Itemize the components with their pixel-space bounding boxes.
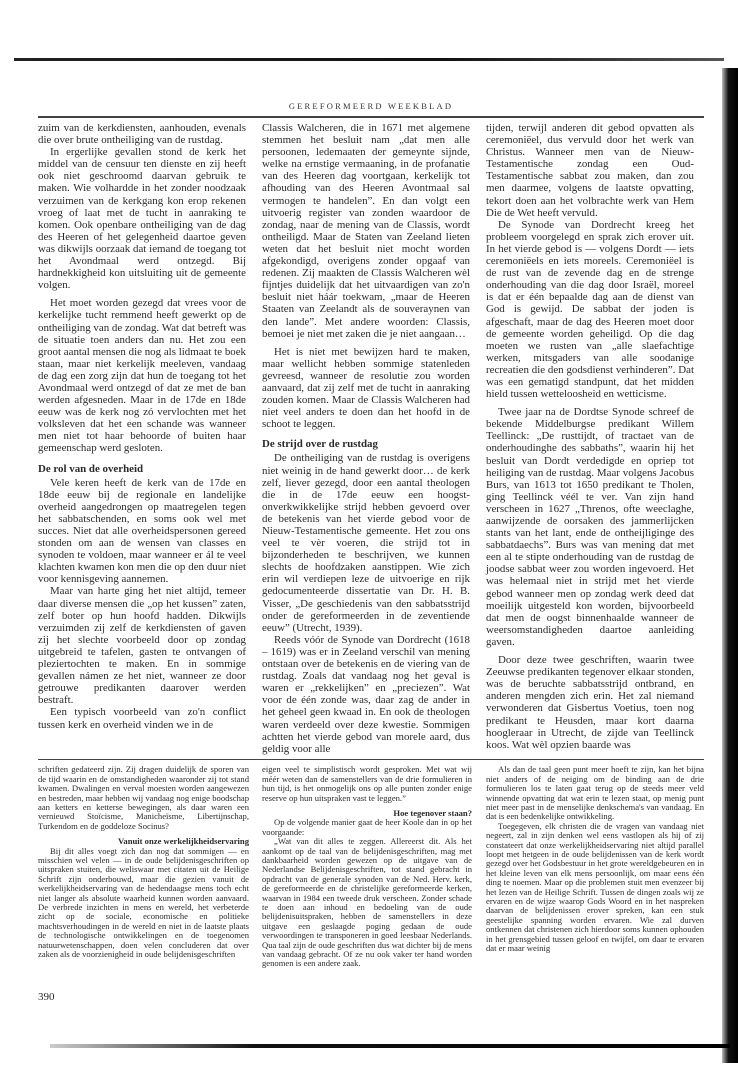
bottom-column-2 xyxy=(262,765,472,969)
header-rule xyxy=(38,116,704,118)
top-column-1 xyxy=(38,122,246,731)
paragraph: Toegegeven, elk christen die de vragen van vandaag niet negeert, zal in zijn denken wel eens vastlopen als hij of zij constateert dat onze werkelijkheidservaring niet altijd parallel loopt met hetgeen in de oude belijdenissen van de kerk wordt gezegd over het Godsbestuur in het grote wereldgebeuren en in het kleine leven van elk mens persoonlijk, om maar eens één ding te noemen. Maar op die problemen stuit men evenzeer bij het lezen van de Heilige Schrift. Tussen de dingen zoals wij ze ervaren en de wijze waarop Gods Woord en in het naspreken daarvan de belijdenissen erover spreken, kan een stuk geestelijke spanning worden ervaren. Wie zal durven ontkennen dat christenen zich hierdoor soms kunnen ophouden in het grensgebied tussen geloof en twijfel, om daar te ervaren dat er maar weinig xyxy=(486,820,704,953)
paragraph: zuim van de kerkdiensten, aanhouden, evenals die over brute ontheiliging van de rustdag. xyxy=(38,122,246,147)
paragraph: De Synode van Dordrecht kreeg het probleem voorgelegd en sprak zich erover uit. In het vierde gebod is — volgens Dordt — iets ceremoniëels en iets moreels. Ceremoniëel is de rust van de zevende dag en de strenge onderhouding van die dag door Israël, moreel is dat er één bepaalde dag aan de dienst van God is gewijd. De sabbat der joden is afgeschaft, maar de dag des Heeren moet door de gemeente worden geheiligd. Op die dag moeten we rusten van „alle slaefachtige werken, mitsgaders van alle soodanige recreatien die den godsdienst verhinderen”. Dat was een gematigd standpunt, dat het midden hield tussen wetteloosheid en wetticisme. xyxy=(486,218,694,401)
paragraph: Classis Walcheren, die in 1671 met algemene stemmen het besluit nam „dat men alle persoonen, ledemaaten der gemeynte sijnde, welke na ernstige vermaaning, in de profanatie van des Heeren dag voortgaan, kerkelijk tot afhouding van des Heeren Avontmaal sal vermogen te handelen”. En dan volgt een uitvoerig register van zonden waardoor de zondag, naar de mening van de Classis, wordt ontheiligd. Maar de Staten van Zeeland lieten weten dat het besluit niet mocht worden afgekondigd, overigens zonder opgaaf van redenen. Zij maakten de Classis Walcheren wèl fijntjes duidelijk dat het uitvaardigen van zo'n besluit niet háár toekwam, „maar de Heeren Staaten van Zeelandt als de souveraynen van den lande”. Met andere woorden: Classis, bemoei je niet met zaken die je niet aangaan… xyxy=(262,122,470,340)
paragraph: Reeds vóór de Synode van Dordrecht (1618 – 1619) was er in Zeeland verschil van mening ontstaan over de betekenis en de viering van de rustdag. Zoals dat vandaag nog het geval is waren er „rekkelijken” en „preciezen”. Wat voor de één zonde was, daar zag de ander in het geheel geen kwaad in. En ook de theologen waren verdeeld over deze kwestie. Sommigen achtten het vierde gebod van morele aard, dus geldig voor alle xyxy=(262,633,470,755)
top-section xyxy=(38,122,704,755)
section-heading: Hoe tegenover staan? xyxy=(393,807,472,818)
paragraph: eigen veel te simplistisch wordt gesproken. Met wat wij méér weten dan de samenstellers van de drie formulieren in hun tijd, is het onmogelijk ons op alle punten zonder enige reserve op hun uitspraken vast te leggen.” xyxy=(262,764,472,803)
paragraph: Bij dit alles voegt zich dan nog dat sommigen — en misschien wel velen — in de oude belijdenisgeschriften op uitspraken stuiten, die weliswaar met citaten uit de Heilige Schrift zijn onderbouwd, maar die gezien vanuit de werkelijkheidservaring van de hedendaagse mens toch echt niet langer als absolute waarheid kunnen worden aanvaard. De verbrede inzichten in mens en wereld, het verbeterde zicht op de sociale, economische en politieke machtsverhoudingen in de wereld en niet in de laatste plaats de technologische ontwikkelingen en de toegenomen natuurwetenschappen, doen velen concluderen dat over zaken als de voorzienigheid in oude belijdenisgeschriften xyxy=(38,845,249,959)
paragraph: tijden, terwijl anderen dit gebod opvatten als ceremoniëel, dus vervuld door het werk van Christus. Wanneer men van de Nieuw-Testamentische zondag een Oud-Testamentische sabbat zou maken, dan zou men daarmee, volgens de laatste opvatting, tekort doen aan het volbrachte werk van Hem Die de Wet heeft vervuld. xyxy=(486,122,694,219)
paragraph: In ergerlijke gevallen stond de kerk het middel van de censuur ten dienste en zij heeft ook niet geschroomd daarvan gebruik te maken. Wie volhardde in het zonder noodzaak verzuimen van de kerkgang kon erop rekenen vroeg of laat met de tucht in aanraking te komen. Ook openbare ontheiliging van de dag des Heeren of het gelegenheid daartoe geven was dikwijls oorzaak dat iemand de toegang tot het Avondmaal werd ontzegd. Bij hardnekkigheid kon uitsluiting uit de gemeente volgen. xyxy=(38,146,246,292)
section-divider xyxy=(38,759,704,761)
paragraph: Op de volgende manier gaat de heer Koole dan in op het voorgaande: xyxy=(262,817,472,837)
scan-edge-bottom xyxy=(50,1044,730,1048)
bottom-column-3 xyxy=(486,765,704,953)
paragraph: Twee jaar na de Dordtse Synode schreef de bekende Middelburgse predikant Willem Teellinck: „De rusttijdt, of tractaet van de onderhoudinghe des sabbaths”, waarin hij het besluit van Dordt verdedigde en opriep tot heiliging van de rustdag. Maar volgens Jacobus Burs, van 1613 tot 1650 predikant te Tholen, ging Teellinck véél te ver. Van zijn hand verscheen in 1627 „Threnos, ofte weeclaghe, aanwijzende de oorsaken des jammerlijcken stants van het lant, ende de ontheijliginge des sabbatdaechs”. Burs was van mening dat met een al te stipte onderhouding van de rustdag de joodse sabbat weer zou worden ingevoerd. Het was helemaal niet in strijd met het vierde gebod wanneer men op zondag werk deed dat moeilijk uitgesteld kon worden, bijvoorbeeld dat men de oogst binnenhaalde wanneer de weersomstandigheden daartoe aanleiding gaven. xyxy=(486,406,694,648)
running-header: GEREFORMEERD WEEKBLAD xyxy=(288,101,454,111)
paragraph: Het is niet met bewijzen hard te maken, maar wellicht hebben sommige statenleden gevreesd, wanneer de resolutie zou worden aanvaard, dat zij zelf met de tucht in aanraking zouden komen. Maar de Classis Walcheren had niet veel anders te doen dan het hoofd in de schoot te leggen. xyxy=(262,345,470,431)
paragraph: schriften gedateerd zijn. Zij dragen duidelijk de sporen van de tijd waarin en de omstandigheden waaronder zij tot stand kwamen. Dwalingen en verval moesten worden aangewezen en bestreden, maar hebben wij vandaag nog enige boodschap aan ketters en ketterse bewegingen, als daar waren een vernieuwd Stoïcisme, Manicheïsme, Libertijnschap, Turkendom en de goddeloze Socinus? xyxy=(38,764,249,831)
paragraph: Een typisch voorbeeld van zo'n conflict tussen kerk en overheid vinden we in de xyxy=(38,706,246,731)
paragraph: Het moet worden gezegd dat vrees voor de kerkelijke tucht remmend heeft gewerkt op de ontheiliging van de zondag. Wat dat betreft was de situatie toen anders dan nu. Het zou een groot aantal mensen die nog als lidmaat te boek staan, maar niet kerkelijk meeleven, vandaag de dag een zorg zijn dat hun de toegang tot het Avondmaal werd ontzegd of dat ze met de ban werden afgesneden. Maar in de 17de en 18de eeuw was de kerk nog zó vervlochten met het volksleven dat het een schande was wanneer men niet tot haar behoorde of buiten haar gemeenschap werd gesloten. xyxy=(38,297,246,455)
section-heading: De strijd over de rustdag xyxy=(262,438,378,451)
paragraph: Door deze twee geschriften, waarin twee Zeeuwse predikanten tegenover elkaar stonden, was de beruchte sabbatsstrijd ontbrand, en anderen mengden zich erin. Het zal niemand verwonderen dat Gisbertus Voetius, toen nog predikant te Heusden, maar kort daarna hoogleraar in Utrecht, de zijde van Teellinck koos. Wat wèl opzien baarde was xyxy=(486,654,694,751)
scan-edge-right xyxy=(722,68,738,1063)
top-column-3 xyxy=(486,122,694,751)
bottom-section xyxy=(38,765,704,969)
paragraph: Maar van harte ging het niet altijd, temeer daar diverse mensen die „op het kussen” zaten, zelf boter op hun hoofd hadden. Dikwijls verzuimden zij zelf de kerkdiensten of gaven zij het slechte voorbeeld door op zondag uitgebreid te tafelen, gasten te ontvangen of pleziertochten te maken. En in sommige gevallen námen ze het niet, wanneer ze door getrouwe predikanten daarover werden bestraft. xyxy=(38,585,246,707)
paragraph: Als dan de taal geen punt meer hoeft te zijn, kan het bijna niet anders of de neiging om de binding aan de drie formulieren los te laten gaat terug op de steeds meer veld winnende opvatting dat wat erin te lezen staat, op menig punt niet meer past in de menselijke denkschema's van vandaag. En dat is een bedenkelijke ontwikkeling. xyxy=(486,764,704,822)
section-heading: Vanuit onze werkelijkheidservaring xyxy=(118,836,249,847)
top-column-2 xyxy=(262,122,470,755)
paragraph: Vele keren heeft de kerk van de 17de en 18de eeuw bij de regionale en landelijke overheid aangedrongen op maatregelen tegen het sabbatschenden, en soms ook wel met succes. Niet dat alle overheidspersonen gereed stonden om aan de wensen van classes en synoden te voldoen, maar wanneer er ál te veel klachten kwamen kon men die op den duur niet voor kennisgeving aannemen. xyxy=(38,476,246,586)
page-number: 390 xyxy=(38,990,55,1003)
bottom-column-1 xyxy=(38,765,249,959)
paragraph: „Wat van dit alles te zeggen. Allereerst dit. Als het aankomt op de taal van de belijdenisgeschriften, mag met dankbaarheid worden gewezen op de uitgave van de Nederlandse Belijdenisgeschriften, tot stand gebracht in opdracht van de generale synoden van de Ned. Herv. kerk, de gereformeerde en de christelijke gereformeerde kerken, waarvan in 1984 een tweede druk verscheen. Zonder schade te doen aan inhoud en bedoeling van de oude belijdenisuitspraken, hebben de samenstellers in deze uitgave een geslaagde poging gedaan de oude verwoordingen te transponeren in goed leesbaar Nederlands. Qua taal zijn de oude geschriften dus wat dichter bij de mens van vandaag gebracht. Of ze nu ook vaker ter hand worden genomen is een andere zaak. xyxy=(262,836,472,969)
paragraph: De ontheiliging van de rustdag is overigens niet weinig in de hand gewerkt door… de kerk zelf, liever gezegd, door een aantal theologen die in de 17de eeuw een hoogst-onverkwikkelijke strijd hebben gevoerd over de betekenis van het vierde gebod voor de Nieuw-Testamentische gemeente. Het zou ons veel te vèr voeren, die strijd tot in bijzonderheden te beschrijven, we kunnen slechts de hoofdzaken aanstippen. Wie zich erin wil verdiepen leze de uitvoerige en rijk gedocumenteerde dissertatie van Dr. H. B. Visser, „De geschiedenis van den sabbatsstrijd onder de gereformeerden in de zeventiende eeuw” (Utrecht, 1939). xyxy=(262,452,470,634)
section-heading: De rol van de overheid xyxy=(38,462,144,475)
